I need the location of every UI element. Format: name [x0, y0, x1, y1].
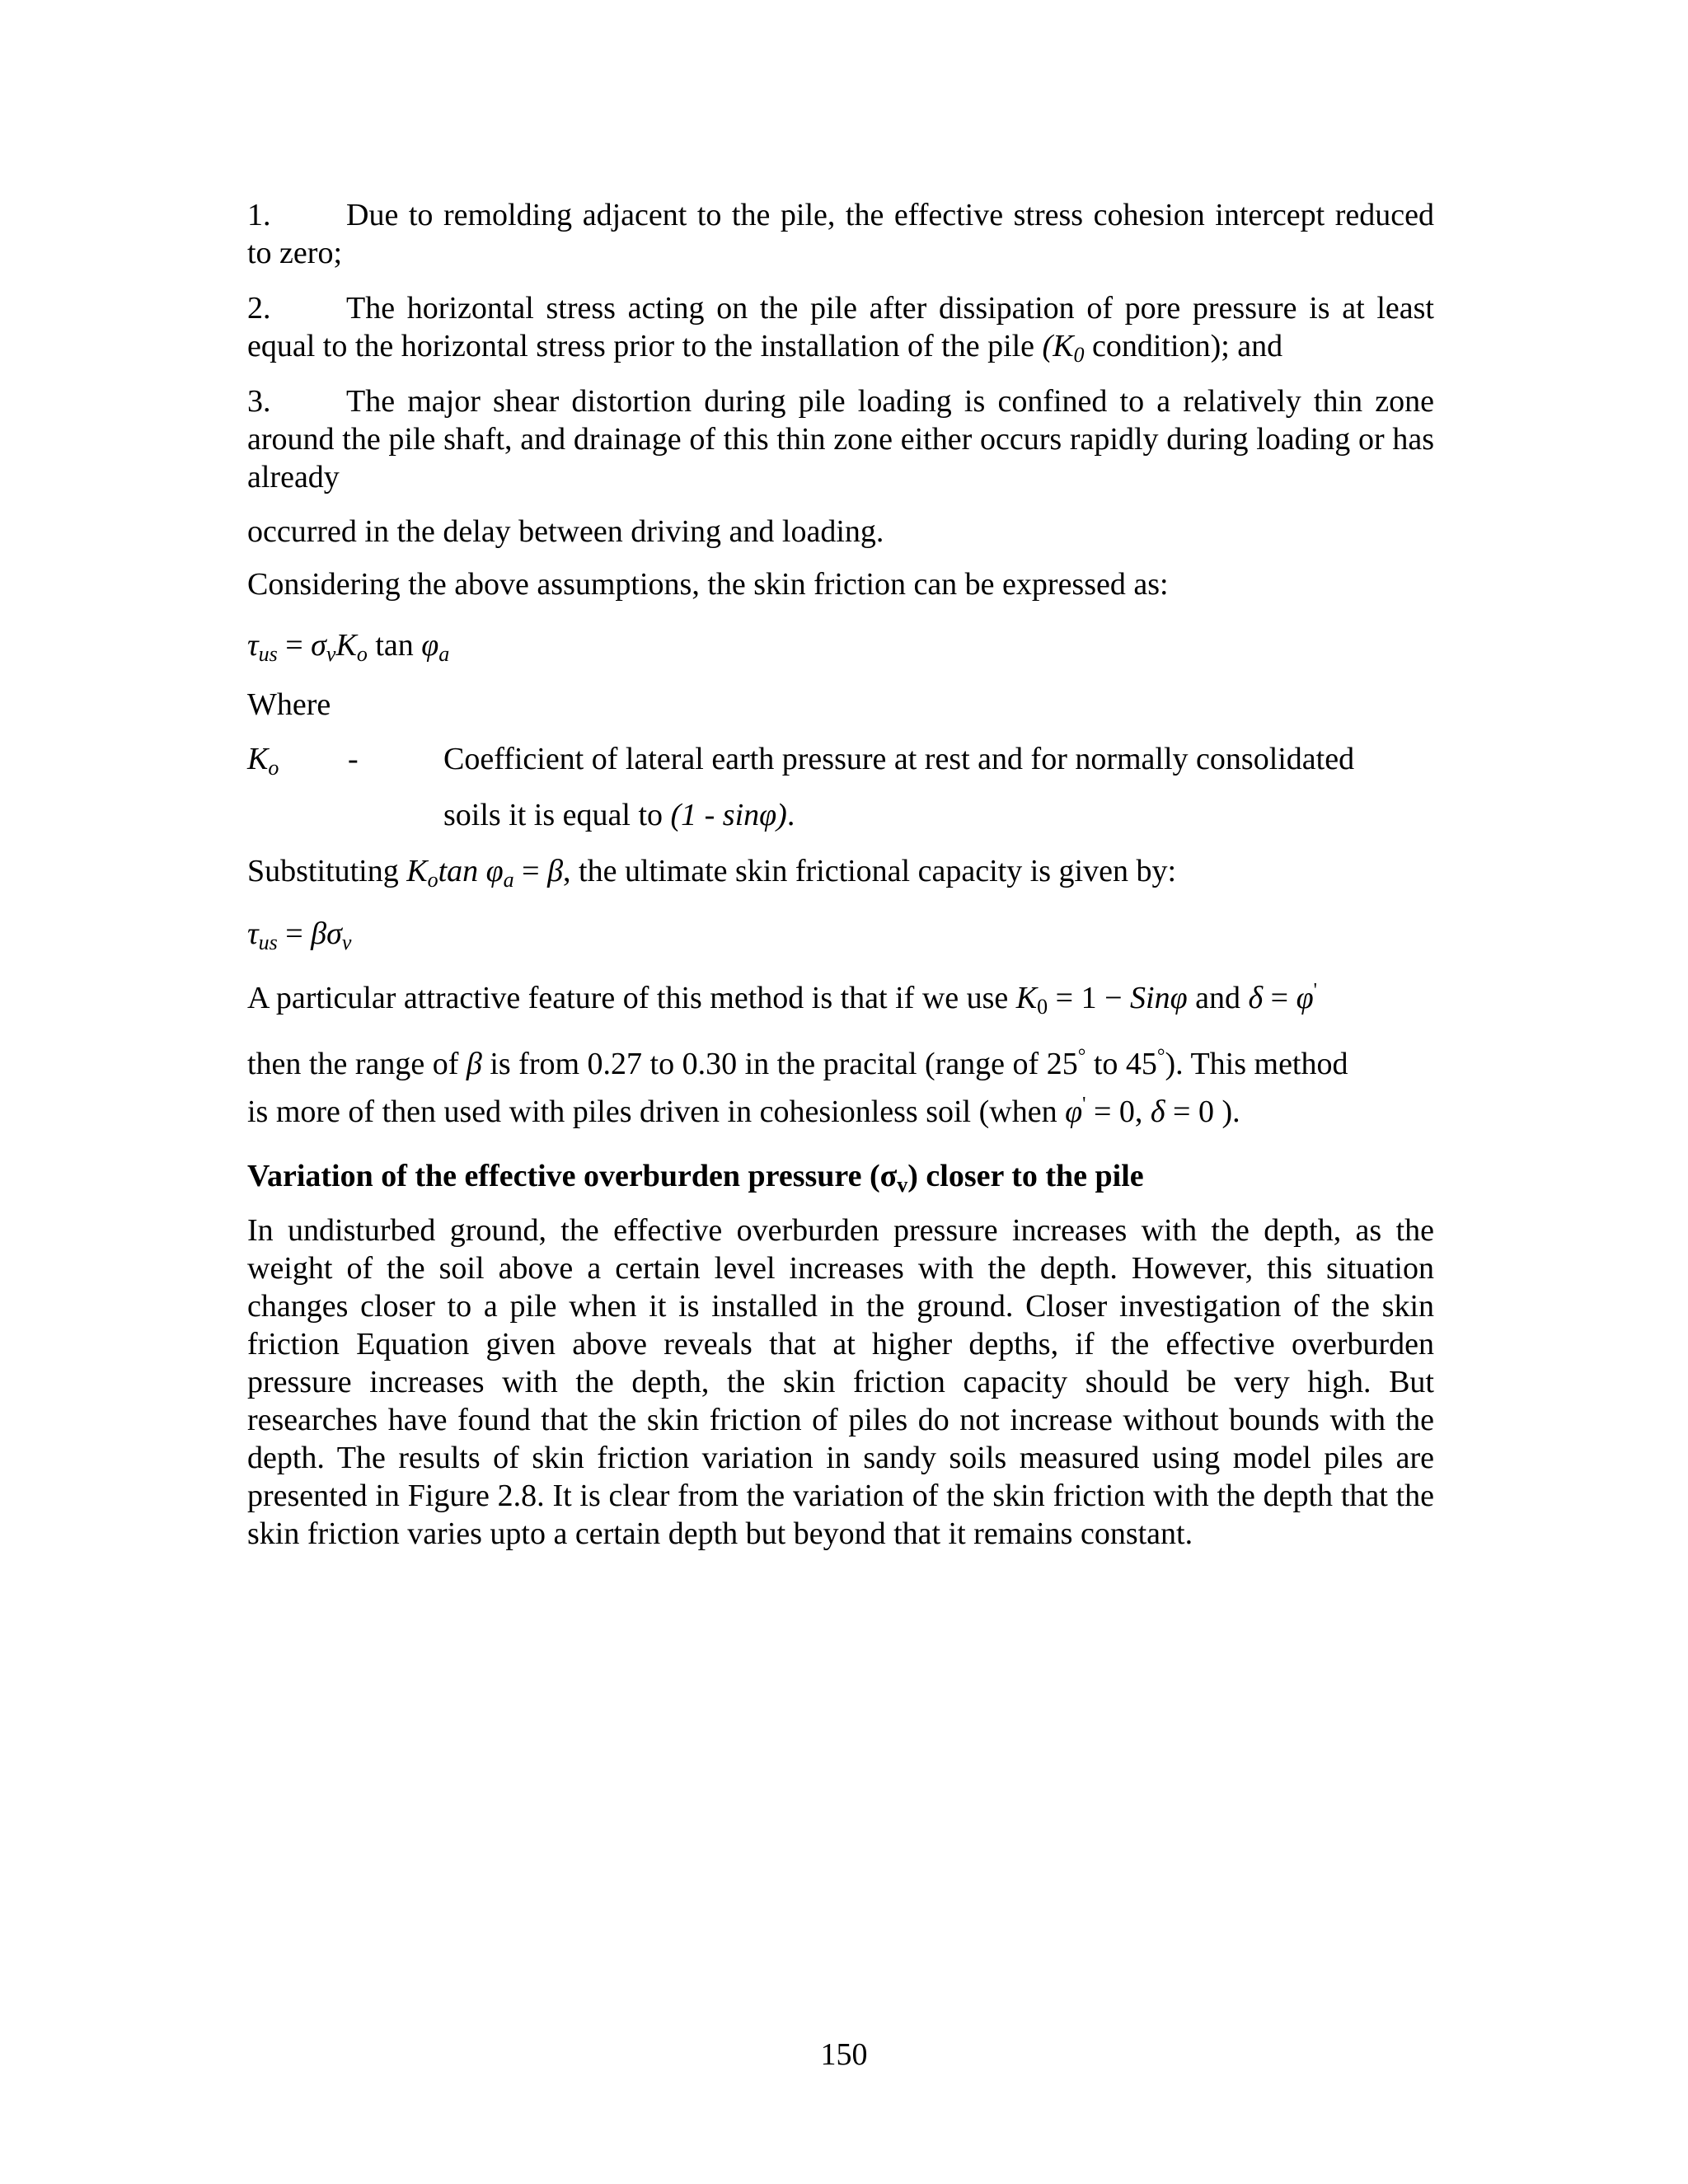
equation-skin-friction — [247, 626, 1434, 664]
k-subscript: o — [356, 642, 368, 666]
definition-text-2: soils it is equal to (1 - sinφ). — [443, 798, 795, 832]
k0-subscript: 0 — [1073, 343, 1085, 367]
tau-subscript: us — [258, 642, 278, 666]
beta-sigma: βσ — [311, 916, 342, 951]
sigma-subscript: v — [341, 930, 352, 954]
paragraph-occurred: occurred in the delay between driving and loading. — [247, 514, 884, 549]
list-text: Due to remolding adjacent to the pile, the effective stress cohesion intercept reduced to zero; — [247, 198, 1434, 270]
list-text: The horizontal stress acting on the pile after dissipation of pore pressure is at least equal to the horizontal stress prior to the installation of the pile — [247, 291, 1434, 363]
phi-symbol: φ — [421, 628, 439, 663]
page-number: 150 — [820, 2037, 868, 2072]
k0-symbol: (K — [1042, 329, 1074, 363]
list-item-3 — [247, 382, 1434, 496]
equals-sign: = — [277, 916, 312, 951]
list-text: The major shear distortion during pile loading is confined to a relatively thin zone around the pile shaft, and drainage of this thin zone either occurs rapidly during loading or has already — [247, 384, 1434, 494]
definition-expression: (1 - sinφ) — [670, 798, 787, 832]
tau-subscript: us — [258, 930, 278, 954]
list-text-end: condition); and — [1084, 329, 1283, 363]
phi-subscript: a — [438, 642, 450, 666]
list-item-1 — [247, 196, 1434, 272]
sigma-symbol: σ — [311, 628, 326, 663]
paragraph-considering: Considering the above assumptions, the skin friction can be expressed as: — [247, 567, 1169, 602]
tau-symbol: τ — [247, 916, 259, 951]
equals-sign: = — [277, 628, 312, 663]
list-number: 1. — [247, 198, 271, 232]
list-number: 3. — [247, 384, 271, 419]
sigma-subscript: v — [326, 642, 336, 666]
paragraph-more: is more of then used with piles driven in cohesionless soil (when φ' = 0, δ = 0 ). — [247, 1094, 1240, 1129]
paragraph-substituting: Substituting $K_o\tan$ $\varphi_a = \beta$, the ultimate skin frictional capacity is given by: — [247, 854, 1177, 892]
section-heading: Variation of the effective overburden pressure $(\sigma_v)$ closer to the pile — [247, 1159, 1144, 1197]
paragraph-body: In undisturbed ground, the effective overburden pressure increases with the depth, as the weight of the soil above a certain level increases with the depth. However, this situation changes closer to a pile when it is installed in the ground. Closer investigation of the skin friction Equation given above reveals that at higher depths, if the effective overburden pressure increases with the depth, the skin friction capacity should be very high. But researches have found that the skin friction of piles do not increase without bounds with the depth. The results of skin friction variation in sandy soils measured using model piles are presented in Figure 2.8. It is clear from the variation of the skin friction with the depth that the skin friction varies upto a certain depth but beyond that it remains constant. — [247, 1213, 1434, 1551]
definition-symbol: $K_o$ — [247, 742, 279, 780]
list-item-2 — [247, 289, 1434, 365]
definition-dash: - — [348, 742, 359, 776]
list-number: 2. — [247, 291, 271, 326]
where-label: Where — [247, 687, 331, 722]
k-symbol: K — [335, 628, 357, 663]
paragraph-attractive: A particular attractive feature of this method is that if we use $K_0 = 1 - Sin\varphi$ and δ = φ' — [247, 980, 1317, 1019]
definition-text: Coefficient of lateral earth pressure at rest and for normally consolidated — [443, 742, 1355, 776]
paragraph-range: then the range of β is from 0.27 to 0.30 in the pracital (range of 25° to 45°). This method — [247, 1046, 1348, 1081]
equation-beta — [247, 915, 1434, 953]
tan-function: tan — [367, 628, 422, 663]
tau-symbol: τ — [247, 628, 259, 663]
